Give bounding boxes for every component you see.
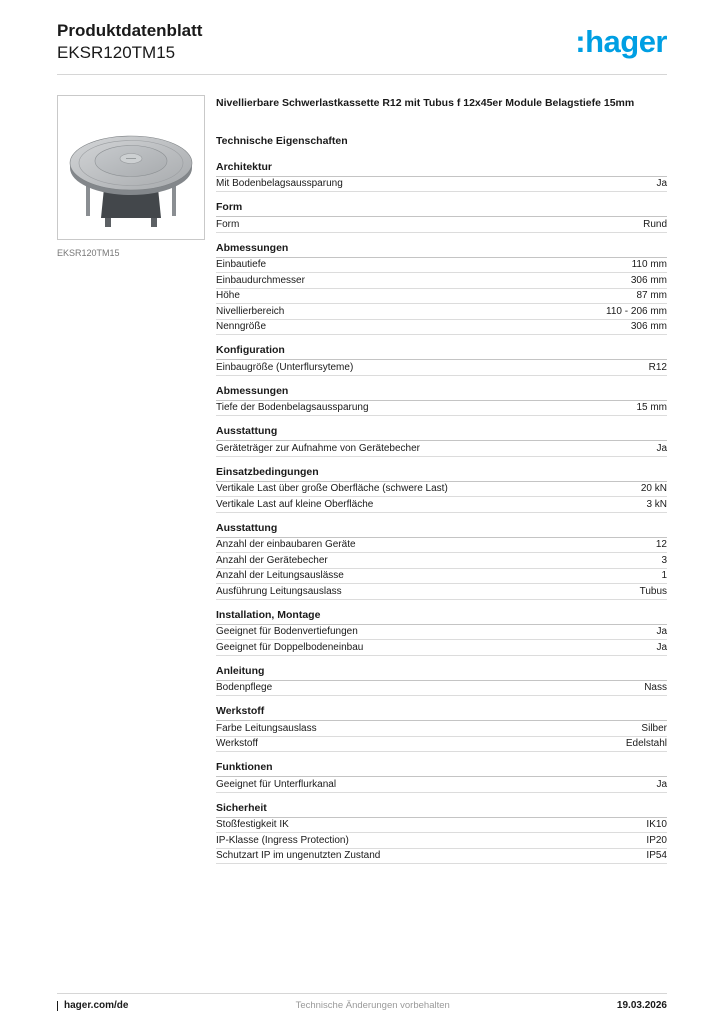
spec-label: Form — [216, 218, 240, 230]
spec-column — [216, 95, 667, 864]
header-divider — [57, 74, 667, 75]
spec-section — [216, 385, 667, 417]
spec-row — [216, 833, 667, 849]
spec-label: Bodenpflege — [216, 682, 273, 694]
spec-value: IK10 — [646, 819, 667, 831]
spec-value: 15 mm — [636, 402, 667, 414]
spec-label: Geräteträger zur Aufnahme von Gerätebecher — [216, 442, 421, 454]
spec-label: Einbaudurchmesser — [216, 274, 305, 286]
section-title: Ausstattung — [216, 522, 667, 538]
spec-label: Geeignet für Unterflurkanal — [216, 778, 337, 790]
spec-row — [216, 177, 667, 193]
spec-row — [216, 569, 667, 585]
section-title: Abmessungen — [216, 242, 667, 258]
spec-row — [216, 304, 667, 320]
spec-value: Ja — [656, 626, 667, 638]
spec-label: Anzahl der einbaubaren Geräte — [216, 539, 356, 551]
spec-value: 306 mm — [630, 321, 667, 333]
page-header — [57, 20, 667, 64]
spec-value: 110 mm — [631, 259, 667, 271]
spec-section — [216, 242, 667, 336]
spec-label: Mit Bodenbelagsaussparung — [216, 178, 343, 190]
header-titles — [57, 20, 202, 64]
spec-value: Silber — [641, 722, 667, 734]
product-image-column — [57, 95, 205, 864]
spec-label: Werkstoff — [216, 738, 258, 750]
spec-label: Anzahl der Gerätebecher — [216, 554, 328, 566]
spec-row — [216, 497, 667, 513]
section-title: Anleitung — [216, 665, 667, 681]
spec-section — [216, 201, 667, 233]
spec-row — [216, 482, 667, 498]
logo-colon: : — [575, 24, 586, 59]
section-title: Werkstoff — [216, 705, 667, 721]
spec-section — [216, 466, 667, 513]
spec-row — [216, 818, 667, 834]
footer-website-link[interactable] — [57, 1000, 128, 1011]
page-footer — [57, 993, 667, 1011]
spec-section — [216, 609, 667, 656]
floor-box-illustration — [58, 96, 204, 239]
spec-section — [216, 665, 667, 697]
spec-section — [216, 344, 667, 376]
spec-row — [216, 681, 667, 697]
spec-row — [216, 401, 667, 417]
section-title: Einsatzbedingungen — [216, 466, 667, 482]
spec-label: Ausführung Leitungsauslass — [216, 585, 342, 597]
spec-row — [216, 721, 667, 737]
spec-row — [216, 625, 667, 641]
spec-value: 12 — [655, 539, 667, 551]
specs-heading: Technische Eigenschaften — [216, 134, 348, 147]
section-title: Funktionen — [216, 761, 667, 777]
spec-value: Tubus — [639, 585, 667, 597]
spec-value: IP20 — [646, 834, 667, 846]
spec-label: Farbe Leitungsauslass — [216, 722, 317, 734]
spec-value: 1 — [661, 570, 667, 582]
doc-type-title: Produktdatenblatt — [57, 21, 203, 40]
spec-label: Schutzart IP im ungenutzten Zustand — [216, 850, 381, 862]
spec-label: Geeignet für Doppelbodeneinbau — [216, 641, 364, 653]
spec-value: Ja — [656, 442, 667, 454]
product-title: Nivellierbare Schwerlastkassette R12 mit Tubus f 12x45er Module Belagstiefe 15mm — [216, 97, 635, 109]
footer-date: 19.03.2026 — [616, 1000, 667, 1011]
spec-label: Vertikale Last über große Oberfläche (schwere Last) — [216, 483, 448, 495]
spec-sections — [216, 161, 667, 865]
spec-row — [216, 217, 667, 233]
spec-value: 20 kN — [640, 483, 667, 495]
spec-section — [216, 425, 667, 457]
spec-label: Höhe — [216, 290, 240, 302]
spec-label: Nenngröße — [216, 321, 267, 333]
spec-value: 87 mm — [636, 290, 667, 302]
spec-row — [216, 258, 667, 274]
spec-label: Geeignet für Bodenvertiefungen — [216, 626, 358, 638]
spec-value: Nass — [644, 682, 667, 694]
spec-section — [216, 802, 667, 865]
section-title: Ausstattung — [216, 425, 667, 441]
spec-label: Nivellierbereich — [216, 305, 285, 317]
spec-value: Ja — [656, 641, 667, 653]
spec-row — [216, 273, 667, 289]
spec-row — [216, 737, 667, 753]
spec-section — [216, 761, 667, 793]
spec-label: IP-Klasse (Ingress Protection) — [216, 834, 349, 846]
header-product-code: EKSR120TM15 — [57, 43, 176, 63]
product-image-caption: EKSR120TM15 — [57, 248, 120, 258]
section-title: Sicherheit — [216, 802, 667, 818]
spec-value: 3 kN — [646, 498, 667, 510]
spec-row — [216, 441, 667, 457]
spec-section — [216, 522, 667, 600]
footer-url-text: hager.com/de — [64, 1000, 129, 1011]
content-area — [57, 95, 667, 864]
spec-row — [216, 553, 667, 569]
spec-value: Ja — [656, 178, 667, 190]
spec-value: Rund — [643, 218, 667, 230]
spec-row — [216, 777, 667, 793]
spec-value: 3 — [661, 554, 667, 566]
spec-row — [216, 538, 667, 554]
spec-section — [216, 705, 667, 752]
spec-label: Stoßfestigkeit IK — [216, 819, 289, 831]
section-title: Installation, Montage — [216, 609, 667, 625]
spec-row — [216, 360, 667, 376]
spec-section — [216, 161, 667, 193]
hager-logo — [575, 26, 667, 57]
product-image — [57, 95, 205, 240]
spec-row — [216, 289, 667, 305]
spec-row — [216, 320, 667, 336]
spec-label: Vertikale Last auf kleine Oberfläche — [216, 498, 374, 510]
logo-wordmark: hager — [585, 24, 667, 59]
spec-label: Einbautiefe — [216, 259, 267, 271]
spec-value: R12 — [648, 361, 667, 373]
footer-legal-note: Technische Änderungen vorbehalten — [295, 1000, 450, 1011]
spec-value: IP54 — [646, 850, 667, 862]
spec-row — [216, 849, 667, 865]
spec-value: 110 - 206 mm — [606, 305, 667, 317]
spec-row — [216, 584, 667, 600]
spec-value: Edelstahl — [625, 738, 667, 750]
spec-label: Einbaugröße (Unterflursyteme) — [216, 361, 354, 373]
spec-row — [216, 640, 667, 656]
section-title: Konfiguration — [216, 344, 667, 360]
section-title: Architektur — [216, 161, 667, 177]
footer-tick-mark — [57, 1001, 58, 1011]
spec-value: Ja — [656, 778, 667, 790]
section-title: Abmessungen — [216, 385, 667, 401]
spec-label: Tiefe der Bodenbelagsaussparung — [216, 402, 369, 414]
section-title: Form — [216, 201, 667, 217]
spec-label: Anzahl der Leitungsauslässe — [216, 570, 344, 582]
spec-value: 306 mm — [630, 274, 667, 286]
